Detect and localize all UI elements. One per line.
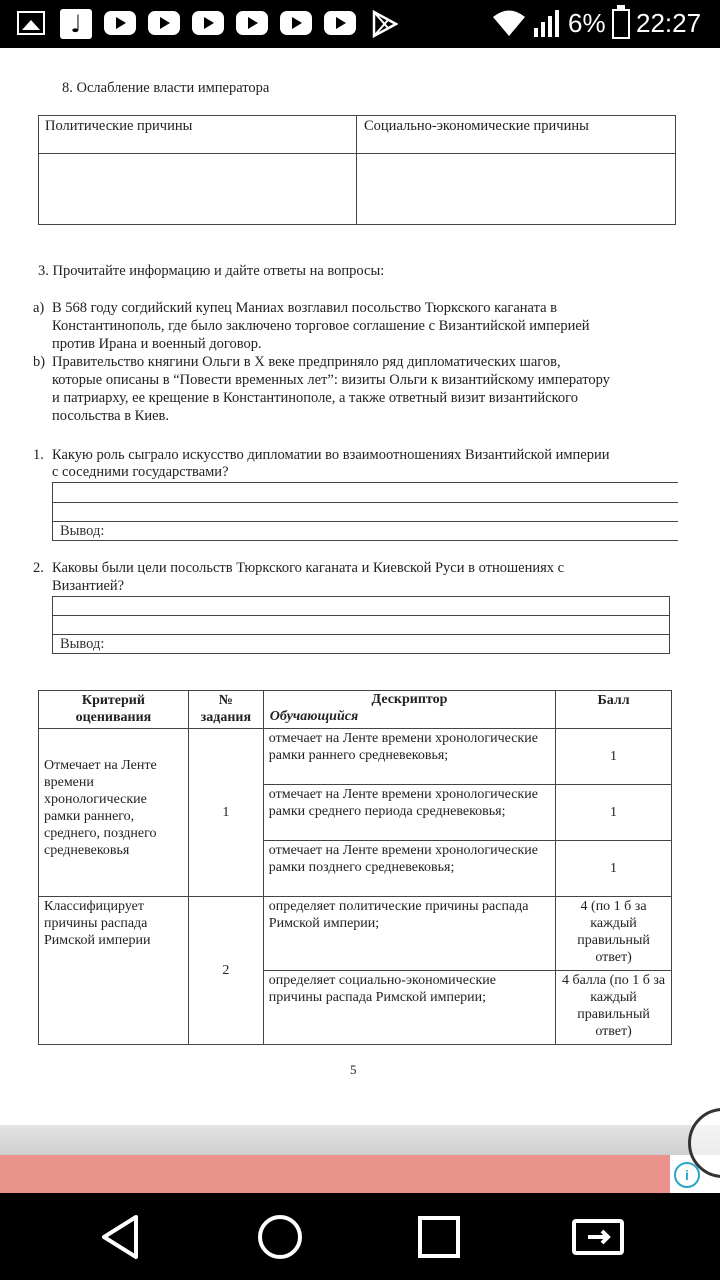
question-1-number: 1. [33, 447, 44, 463]
page-number: 5 [350, 1062, 357, 1077]
navigation-bar [0, 1193, 720, 1280]
political-causes-header: Политические причины [45, 118, 193, 134]
criterion-header: Критерий оценивания [39, 691, 189, 729]
table-row [39, 729, 672, 785]
question-2-number: 2. [33, 560, 44, 576]
youtube-icon [192, 11, 224, 35]
conclusion-label: Вывод: [60, 523, 105, 539]
descriptor-cell: определяет социально-экономические причины распада Римской империи; [263, 971, 555, 1045]
question-2-line: Византией? [52, 578, 125, 594]
item-a-line: против Ирана и военный договор. [52, 336, 262, 352]
answer-box-border [52, 482, 53, 541]
answer-line [52, 540, 678, 541]
answer-line [52, 653, 670, 654]
back-icon[interactable] [90, 1209, 150, 1265]
score-header: Балл [556, 691, 672, 729]
question-1-line: Какую роль сыграло искусство дипломатии во взаимоотношениях Византийской империи [52, 447, 610, 463]
answer-box-border [669, 596, 670, 654]
battery-charging-icon [612, 9, 630, 39]
item-a-line: В 568 году согдийский купец Маниах возглавил посольство Тюркского каганата в [52, 300, 558, 316]
item-b-line: которые описаны в “Повести временных лет”: визиты Ольги к византийскому императору [52, 372, 610, 388]
item-b-line: и патриарху, ее крещение в Константинополе, а также ответный визит византийского [52, 390, 579, 406]
table-border [356, 115, 357, 225]
score-cell: 1 [556, 841, 672, 897]
youtube-icon [148, 11, 180, 35]
answer-line [52, 596, 670, 597]
wifi-icon [492, 8, 526, 38]
answer-box-border [52, 596, 53, 654]
descriptor-cell: отмечает на Ленте времени хронологические рамки среднего периода средневековья; [263, 785, 555, 841]
table-border [38, 115, 676, 116]
descriptor-cell: определяет политические причины распада Римской империи; [263, 897, 555, 971]
item-b-line: Правительство княгини Ольги в X веке предприняло ряд дипломатических шагов, [52, 354, 561, 370]
answer-line [52, 521, 678, 522]
signal-icon [532, 8, 562, 38]
conclusion-label: Вывод: [60, 636, 105, 652]
table-row [39, 897, 672, 971]
learner-subheader: Обучающийся [269, 709, 359, 724]
criterion-cell: Отмечает на Ленте времени хронологические рамки раннего, среднего, позднего средневековья [39, 729, 189, 897]
question-2-line: Каковы были цели посольств Тюркского каганата и Киевской Руси в отношениях с [52, 560, 565, 576]
table-border [38, 224, 676, 225]
screen-mirror-icon[interactable] [568, 1209, 628, 1265]
score-cell: 1 [556, 785, 672, 841]
answer-line [52, 615, 670, 616]
item-a-line: Константинополь, где было заключено торговое соглашение с Византийской империей [52, 318, 590, 334]
ad-banner[interactable] [0, 1155, 670, 1193]
document-page[interactable] [0, 48, 720, 1125]
viewer-bottom-shadow [0, 1125, 720, 1155]
question-1-line: с соседними государствами? [52, 464, 229, 480]
task-number-header: № задания [188, 691, 263, 729]
status-bar [0, 0, 720, 48]
score-cell: 1 [556, 729, 672, 785]
table-header-row [39, 691, 672, 729]
descriptor-header: Дескриптор [371, 692, 448, 707]
assessment-rubric-table [38, 690, 672, 1045]
criterion-cell: Классифицирует причины распада Римской империи [39, 897, 189, 1045]
play-store-icon [372, 10, 398, 38]
music-app-icon: ♩ [60, 9, 92, 39]
item-a-marker: a) [33, 300, 45, 316]
descriptor-cell: отмечает на Ленте времени хронологические рамки позднего средневековья; [263, 841, 555, 897]
home-icon[interactable] [250, 1209, 310, 1265]
clock: 22:27 [636, 8, 702, 38]
youtube-icon [104, 11, 136, 35]
task-3-heading: 3. Прочитайте информацию и дайте ответы на вопросы: [38, 263, 385, 279]
youtube-icon [236, 11, 268, 35]
descriptor-cell: отмечает на Ленте времени хронологические рамки раннего средневековья; [263, 729, 555, 785]
youtube-icon [280, 11, 312, 35]
task-number-cell: 2 [188, 897, 263, 1045]
table-border [675, 115, 676, 225]
section-8-heading: 8. Ослабление власти императора [62, 80, 270, 96]
score-cell: 4 (по 1 б за каждый правильный ответ) [556, 897, 672, 971]
battery-percent: 6% [568, 8, 606, 38]
item-b-line: посольства в Киев. [52, 408, 170, 424]
adchoices-icon[interactable]: i [674, 1162, 700, 1188]
table-border [38, 115, 39, 225]
score-cell: 4 балла (по 1 б за каждый правильный ответ) [556, 971, 672, 1045]
item-b-marker: b) [33, 354, 46, 370]
answer-line [52, 502, 678, 503]
gallery-icon [17, 11, 45, 35]
table-border [38, 153, 676, 154]
recents-icon[interactable] [409, 1209, 469, 1265]
answer-line [52, 634, 670, 635]
answer-line [52, 482, 678, 483]
task-number-cell: 1 [188, 729, 263, 897]
socioeconomic-causes-header: Социально-экономические причины [364, 118, 589, 134]
youtube-icon [324, 11, 356, 35]
